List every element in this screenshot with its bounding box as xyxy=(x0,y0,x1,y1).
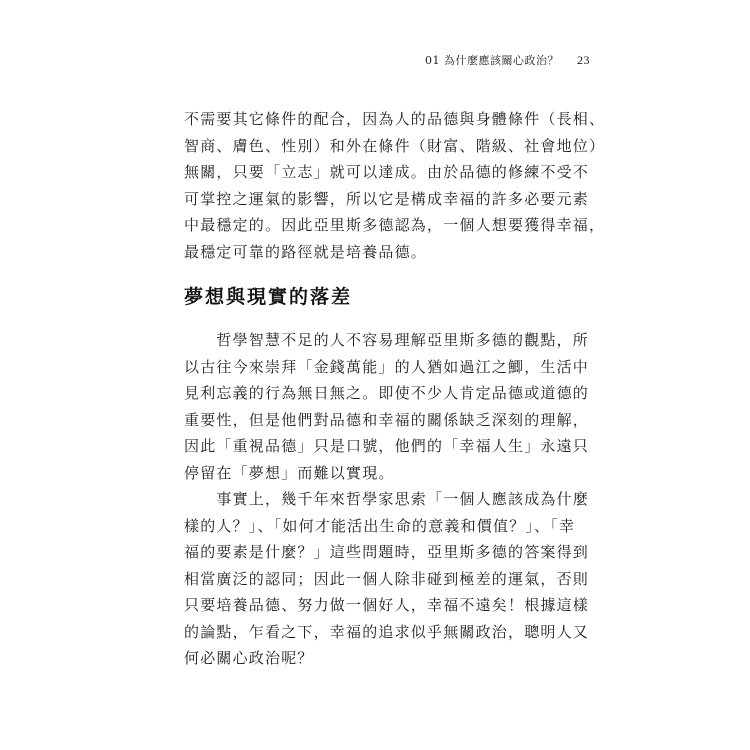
running-head xyxy=(425,52,590,68)
text-line: 停留在「夢想」而難以實現。 xyxy=(184,463,395,482)
text-line: 以古往今來崇拜「金錢萬能」的人猶如過江之鯽，生活中 xyxy=(184,357,590,376)
section-heading: 夢想與現實的落差 xyxy=(184,286,353,308)
text-line: 相當廣泛的認同；因此一個人除非碰到極差的運氣，否則 xyxy=(184,569,590,588)
text-line: 最穩定可靠的路徑就是培養品德。 xyxy=(184,242,428,261)
text-line: 樣的人？」、「如何才能活出生命的意義和價值？」、「幸 xyxy=(184,516,576,535)
text-line: 無關，只要「立志」就可以達成。由於品德的修練不受不 xyxy=(184,163,590,181)
text-line: 中最穩定的。因此亞里斯多德認為，一個人想要獲得幸福， xyxy=(184,216,606,234)
text-line: 只要培養品德、努力做一個好人，幸福不遠矣！根據這樣 xyxy=(184,596,590,614)
text-line: 因此「重視品德」只是口號，他們的「幸福人生」永遠只 xyxy=(184,437,590,455)
text-line: 事實上，幾千年來哲學家思索「一個人應該成為什麼 xyxy=(184,490,590,508)
text-line: 的論點，乍看之下，幸福的追求似乎無關政治，聰明人又 xyxy=(184,622,590,641)
text-line: 哲學智慧不足的人不容易理解亞里斯多德的觀點，所 xyxy=(184,331,590,349)
paragraph-1 xyxy=(184,106,606,265)
text-line: 何必關心政治呢？ xyxy=(184,649,314,667)
text-line: 不需要其它條件的配合，因為人的品德與身體條件（長相、 xyxy=(184,110,606,128)
page-number: 23 xyxy=(577,53,590,67)
text-line: 福的要素是什麼？」這些問題時，亞里斯多德的答案得到 xyxy=(184,543,590,561)
chapter-title: 01 為什麼應該關心政治？ xyxy=(425,54,559,67)
text-line: 可掌控之運氣的影響，所以它是構成幸福的許多必要元素 xyxy=(184,189,590,208)
text-line: 重要性，但是他們對品德和幸福的關係缺乏深刻的理解， xyxy=(184,410,590,429)
text-line: 智商、膚色、性別）和外在條件（財富、階級、社會地位） xyxy=(184,136,606,155)
paragraph-2 xyxy=(184,327,590,486)
paragraph-3 xyxy=(184,486,590,672)
text-line: 見利忘義的行為無日無之。即使不少人肯定品德或道德的 xyxy=(184,384,590,402)
